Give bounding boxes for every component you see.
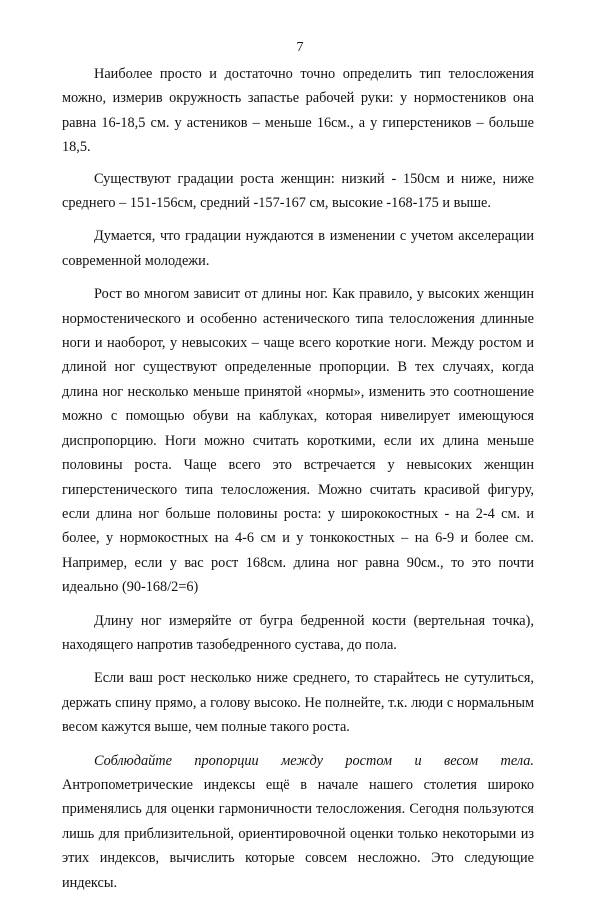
paragraph-acceleration: Думается, что градации нуждаются в изменении с учетом акселерации современной молодежи.	[62, 228, 534, 269]
paragraph-posture: Если ваш рост несколько ниже среднего, то старайтесь не сутулиться, держать спину прямо, а голову высоко. Не полнейте, т.к. люди с нормальным весом кажутся выше, чем полные такого роста.	[62, 670, 534, 736]
paragraph-height-grades: Существуют градации роста женщин: низкий - 150см и ниже, ниже среднего – 151-156см, средний -157-167 см, высокие -168-175 и выше.	[62, 170, 534, 212]
paragraph-body-type: Наиболее просто и достаточно точно определить тип телосложения можно, измерив окружность запастье рабочей руки: у нормостеников она равна 16-18,5 см. у астеников – меньше 16см., а у гиперстеников – больше 18,5.	[62, 66, 534, 156]
page-body	[62, 62, 534, 902]
paragraph-leg-length: Рост во многом зависит от длины ног. Как правило, у высоких женщин нормостенического и особенно астенического типа телосложения длинные ноги и наоборот, у невысоких – чаще всего короткие ноги. Между ростом и длиной ног существуют определенные пропорции. В тех случаях, когда длина ног несколько меньше принятой «нормы», изменить это соотношение можно с помощью обуви на каблуках, которая нивелирует имеющуюся диспропорцию. Ноги можно считать короткими, если их длина меньше половины роста. Чаще всего это встречается у невысоких женщин гиперстенического типа телосложения. Можно считать красивой фигуру, если длина ног больше половины роста: у ширококостных - на 2-4 см. и более, у нормокостных на 4-6 см и у тонкокостных – на 6-9 и более см. Например, если у вас рост 168см. длина ног равна 90см., то это почти идеально (90-168/2=6)	[62, 286, 534, 596]
page-number: 7	[296, 40, 304, 55]
paragraph-indices	[62, 749, 534, 895]
paragraph-leg-measure: Длину ног измеряйте от бугра бедренной кости (вертельная точка), находящего напротив тазобедренного сустава, до пола.	[62, 612, 534, 653]
italic-heading: Соблюдайте пропорции между ростом и весом тела.	[94, 752, 534, 769]
indices-text: Антропометрические индексы ещё в начале нашего столетия широко применялись для оценки гармоничности телосложения. Сегодня пользуются лишь для приблизительной, ориентировочной оценки только некоторыми из этих индексов, вычислить которые совсем несложно. Это следующие индексы.	[62, 776, 534, 891]
